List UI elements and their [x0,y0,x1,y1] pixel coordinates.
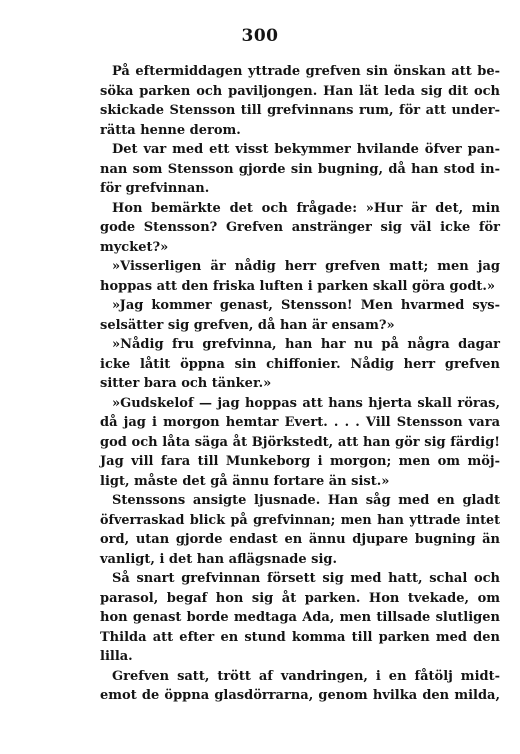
text-line: Thilda att efter en stund komma till parken med den [100,629,500,645]
text-line: öfverraskad blick på grefvinnan; men han yttrade intet [100,512,500,528]
text-line: »Gudskelof — jag hoppas att hans hjerta skall röras, [112,395,500,411]
text-line: mycket?» [100,239,169,255]
text-line: Stenssons ansigte ljusnade. Han såg med en gladt [112,493,500,508]
text-line: »Visserligen är nådig herr grefven matt; men jag [112,259,500,274]
text-line: då jag i morgon hemtar Evert. . . . Vill Stensson vara [100,415,500,430]
text-line: för grefvinnan. [100,181,210,196]
text-line: söka parken och paviljongen. Han lät leda sig dit och [100,83,500,99]
text-line: god och låta säga åt Björkstedt, att han gör sig färdig! [100,434,500,450]
text-line: »Nådig fru grefvinna, han har nu på några dagar [112,337,500,352]
text-line: sitter bara och tänker.» [100,376,272,391]
text-line: rätta henne derom. [100,122,241,138]
text-line: Så snart grefvinnan försett sig med hatt, schal och [112,571,500,586]
text-line: hoppas att den friska luften i parken skall göra godt.» [100,278,496,294]
text-line: vanligt, i det han aflägsnade sig. [100,551,338,567]
text-line: lilla. [100,649,133,664]
text-line: emot de öppna glasdörrarna, genom hvilka den milda, [100,688,500,703]
text-line: På eftermiddagen yttrade grefven sin önskan att be- [112,64,500,79]
text-line: icke låtit öppna sin chiffonier. Nådig herr grefven [100,356,500,372]
text-line: nan som Stensson gjorde sin bugning, då han stod in- [100,161,500,177]
text-line: parasol, begaf hon sig åt parken. Hon tvekade, om [100,590,500,606]
text-line: »Jag kommer genast, Stensson! Men hvarmed sys- [112,298,500,313]
text-line: Jag vill fara till Munkeborg i morgon; men om möj- [100,454,500,469]
text-line: skickade Stensson till grefvinnans rum, för att under- [100,103,500,118]
text-line: hon genast borde medtaga Ada, men tillsade slutligen [100,610,500,625]
text-line: ord, utan gjorde endast en ännu djupare bugning än [100,532,500,547]
page-number: 300 [241,26,279,46]
text-line: gode Stensson? Grefven anstränger sig väl icke för [100,220,500,235]
text-line: Hon bemärkte det och frågade: »Hur är det, min [112,200,500,216]
body-text [100,62,500,706]
text-line: selsätter sig grefven, då han är ensam?» [100,317,395,333]
text-line: Grefven satt, trött af vandringen, i en fåtölj midt- [112,668,500,684]
text-line: ligt, måste det gå ännu fortare än sist.» [100,473,390,489]
text-line: Det var med ett visst bekymmer hvilande öfver pan- [112,142,500,157]
